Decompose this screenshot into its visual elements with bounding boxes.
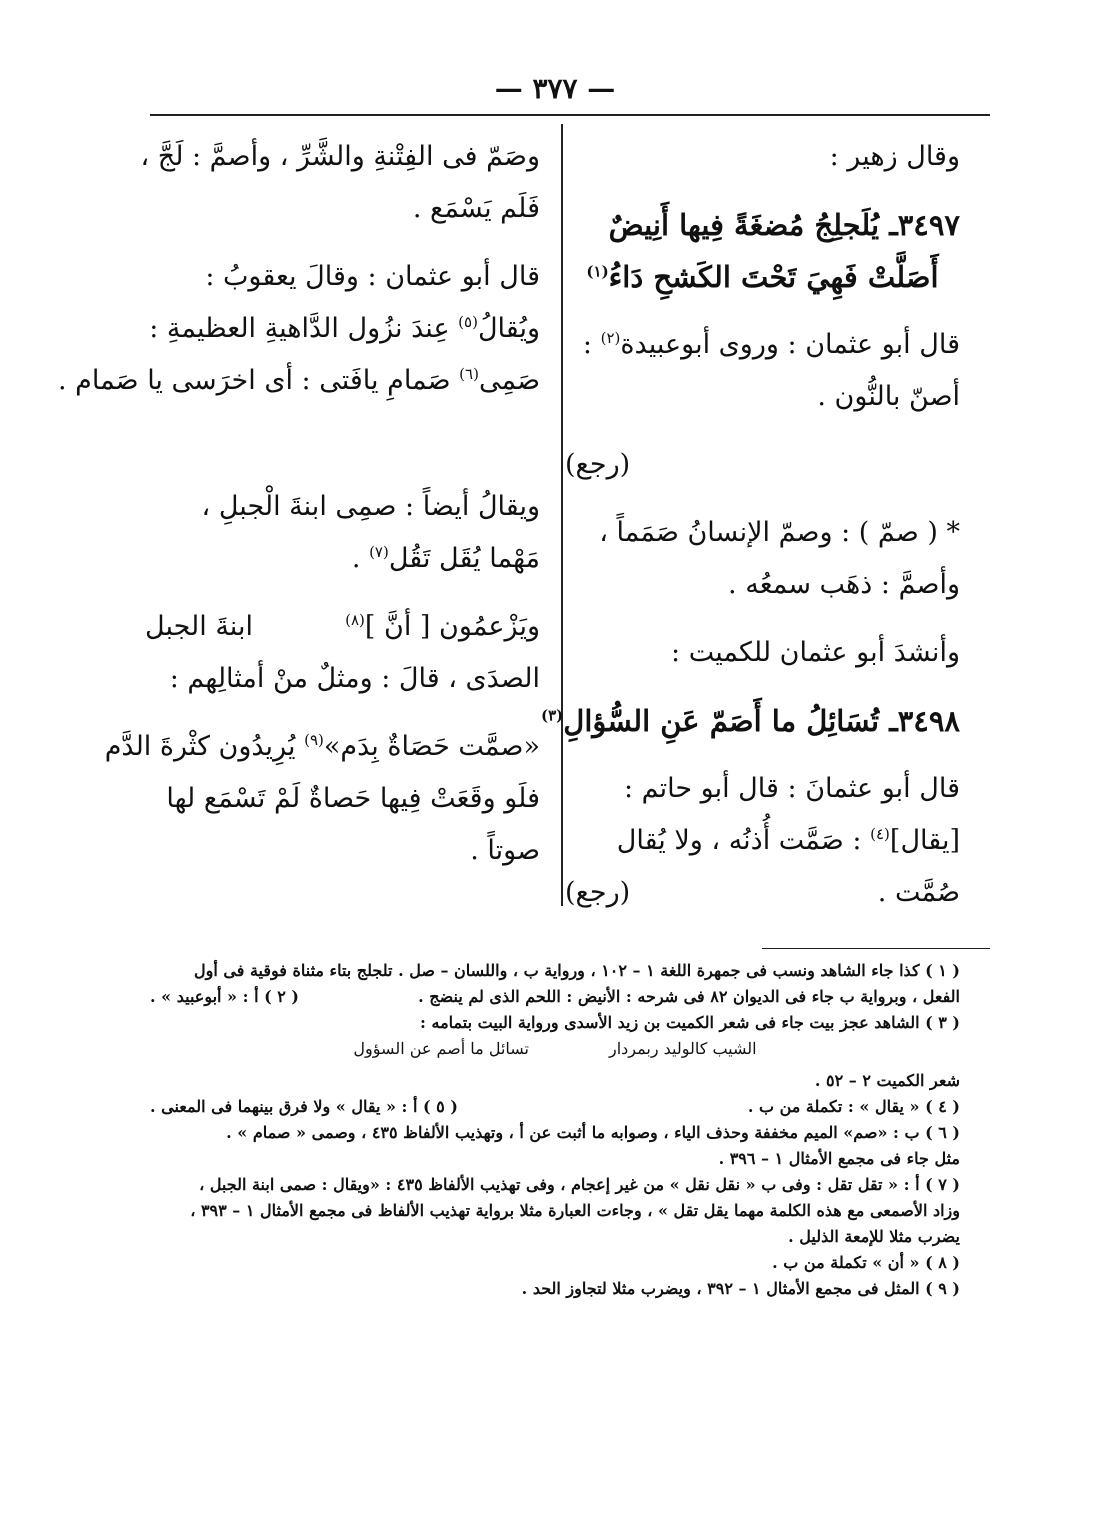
footnote-line [150, 984, 960, 1010]
verse-number: ٣٤٩٨ـ [889, 704, 960, 738]
page-number: — ٣٧٧ — [494, 72, 616, 105]
text-line: وأنشدَ أبو عثمان للكميت : [671, 637, 960, 668]
footnote-line [150, 1094, 960, 1120]
text-run: صُمَّت . [877, 877, 960, 908]
text-run: ابنةَ الجبل [145, 611, 253, 642]
text-run: : صَمَّت أُذنُه ، ولا يُقال [616, 825, 862, 856]
footnote-text: ( ٤ ) « يقال » : تكملة من ب . [747, 1097, 960, 1116]
text-line: وأصمَّ : ذهَب سمعُه . [728, 569, 960, 600]
text-run: ويُقالُ [477, 313, 540, 344]
entry-heading-line: * ( صمّ ) : وصمّ الإنسانُ صَمَماً ، [599, 517, 960, 548]
footnote-line: ( ٦ ) ب : «صم» الميم مخففة وحذف الياء ، وصوابه ما أثبت عن أ ، وتهذيب الألفاظ ٤٣٥ ، وصمى « صمام » . [226, 1123, 960, 1142]
text-line: وصَمّ فى الفِتْنةِ والشَّرِّ ، وأصمَّ : لَجَّ ، [140, 141, 540, 172]
footnote-line: وزاد الأصمعى مع هذه الكلمة مهما يقل تقل » ، وجاءت العبارة مثلا برواية تهذيب الألفاظ فى مجمع الأمثال ١ – ٣٩٣ ، [190, 1201, 960, 1220]
header-rule [150, 114, 990, 116]
text-run: يُرِيدُون كثْرةَ الدَّم [104, 731, 296, 762]
text-line: الصدَى ، قالَ : ومثلٌ منْ أمثالِهم : [169, 663, 540, 694]
verse-line [565, 258, 960, 296]
footnote-marker: (٨) [345, 611, 365, 629]
text-line [565, 874, 960, 912]
footnote-text: ( ٢ ) أ : « أبوعبيد » . [150, 987, 299, 1006]
text-line: فلَو وقَعَتْ فِيها حَصاةٌ لَمْ تَسْمَع لها [166, 783, 540, 814]
text-run: . [351, 543, 361, 574]
verse-line [565, 206, 960, 244]
text-run: : [582, 329, 593, 360]
verse-hemistich: تسائل ما أصم عن السؤول [353, 1039, 529, 1058]
text-line [104, 728, 540, 766]
column-divider [561, 124, 563, 906]
text-line: أصنّ بالنُّون . [817, 381, 960, 412]
section-end-label: (رجع) [565, 449, 631, 480]
footnote-line: مثل جاء فى مجمع الأمثال ١ – ٣٩٦ . [718, 1149, 960, 1168]
text-line [57, 362, 540, 400]
verse-line [540, 702, 960, 740]
footnote-line: يضرب مثلا للإمعة الذليل . [788, 1227, 960, 1246]
footnote-text: الفعل ، وبرواية ب جاء فى الديوان ٨٢ فى شرحه : الأنيض : اللحم الذى لم ينضج . [418, 987, 960, 1006]
footnote-line: ( ٣ ) الشاهد عجز بيت جاء فى شعر الكميت بن زيد الأسدى ورواية البيت بتمامه : [420, 1013, 960, 1032]
verse-text: يُلَجلِجُ مُضغَةً فِيها أَنِيضٌ [608, 208, 880, 242]
footnote-marker: (١) [586, 262, 609, 281]
text-line: قال أبو عثمانَ : قال أبو حاتم : [623, 773, 960, 804]
footnote-line: ( ٨ ) « أن » تكملة من ب . [772, 1253, 960, 1272]
footnotes-block [150, 958, 960, 1302]
text-line [565, 822, 960, 860]
footnote-line: ( ٧ ) أ : « تقل تقل : وفى ب « نقل نقل » من غير إعجام ، وفى تهذيب الألفاظ ٤٣٥ : «ويقال : صمى ابنة الجبل ، [199, 1175, 960, 1194]
footnote-marker: (٣) [540, 706, 564, 725]
footnote-line: ( ١ ) كذا جاء الشاهد ونسب فى جمهرة اللغة ١ – ١٠٢ ، ورواية ب ، واللسان – صل . تلجلج بتاء مثناة فوقية فى أول [194, 961, 960, 980]
footnote-line: ( ٩ ) المثل فى مجمع الأمثال ١ – ٣٩٢ ، ويضرب مثلا لتجاوز الحد . [521, 1279, 960, 1298]
footnote-marker: (٢) [600, 329, 621, 347]
text-line: قال أبو عثمان : وقالَ يعقوبُ : [205, 261, 540, 292]
footnote-verse [150, 1036, 960, 1062]
text-line: صوتاً . [470, 835, 540, 866]
text-line [565, 326, 960, 364]
verse-text: أَصَلَّتْ فَهِيَ تَحْتَ الكَشحِ دَاءُ [608, 260, 939, 294]
verse-number: ٣٤٩٧ـ [889, 208, 960, 242]
text-line: ويقالُ أيضاً : صمِى ابنةَ الْجبلِ ، [201, 491, 540, 522]
text-run: [يقال] [889, 825, 960, 856]
footnote-text: ( ٥ ) أ : « يقال » ولا فرق بينهما فى المعنى . [150, 1097, 458, 1116]
text-line: فَلَم يَسْمَع . [412, 193, 540, 224]
text-run: عِندَ نزُول الدَّاهيةِ العظيمةِ : [149, 313, 450, 344]
right-column [540, 138, 960, 926]
footnote-line: شعر الكميت ٢ – ٥٢ . [814, 1071, 960, 1090]
footnote-marker: (٥) [458, 313, 478, 331]
section-end-label: (رجع) [565, 877, 631, 908]
footnote-marker: (٦) [459, 365, 479, 383]
text-line: وقال زهير : [829, 141, 960, 172]
text-line [145, 540, 540, 578]
verse-hemistich: الشيب كالوليد ربمردار [609, 1039, 757, 1058]
left-column [57, 138, 540, 884]
footnote-marker: (٧) [369, 543, 389, 561]
footnote-rule [762, 948, 990, 949]
footnote-marker: (٩) [304, 731, 324, 749]
text-run: صَمامِ يافَتى : أى اخرَسى يا صَمام . [57, 365, 451, 396]
text-line [145, 608, 540, 646]
verse-text: تُسَائِلُ ما أَصَمّ عَنِ السُّؤالِ [563, 704, 880, 738]
text-run: مَهْما يُقَل تَقُل [388, 543, 540, 574]
text-run: صَمِى [478, 365, 540, 396]
text-line [145, 310, 540, 348]
text-run [345, 608, 540, 646]
text-run: قال أبو عثمان : وروى أبوعبيدة [620, 329, 960, 360]
proverb-text: «صمَّت حَصَاةٌ بِدَم» [323, 731, 540, 762]
text-run: ويَزْعمُون [ أنَّ ] [364, 611, 540, 642]
footnote-marker: (٤) [870, 825, 890, 843]
